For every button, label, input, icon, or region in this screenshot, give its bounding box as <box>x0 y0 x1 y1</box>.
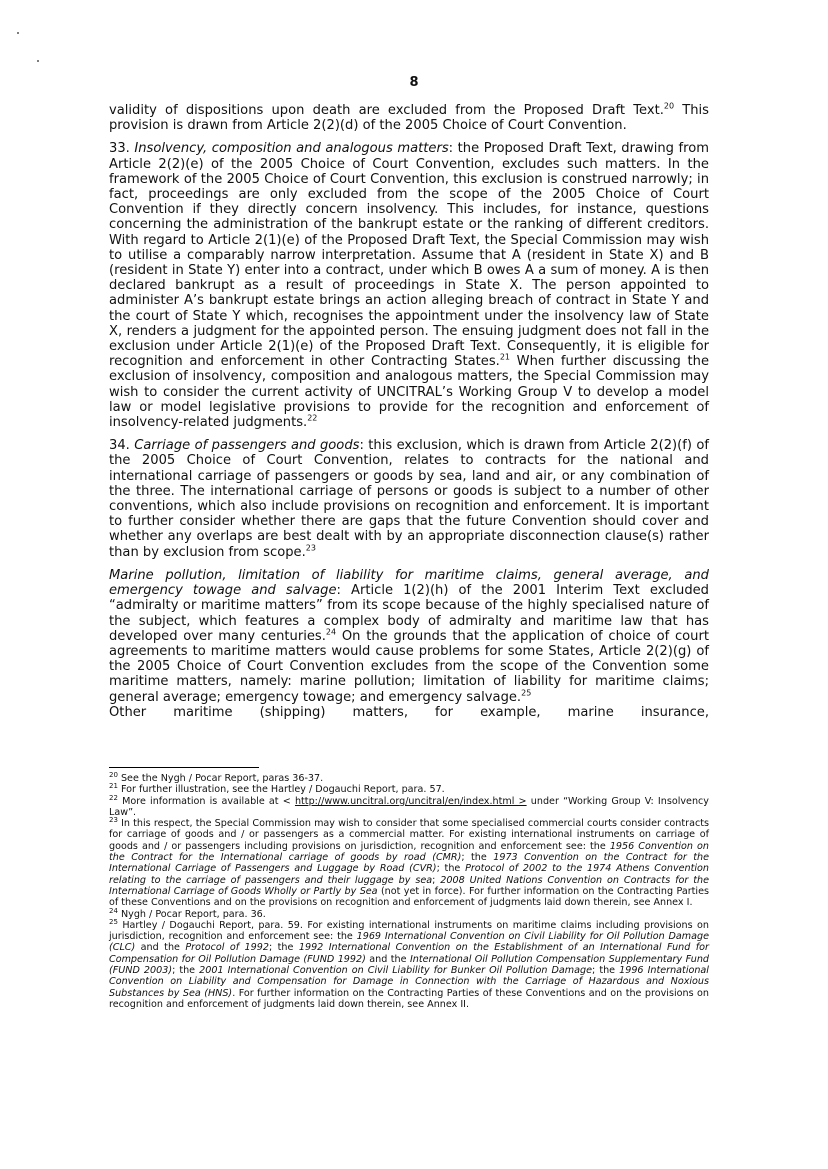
body-text <box>109 103 709 720</box>
footnote-ref: 20 <box>663 101 675 111</box>
footnote-ref: 22 <box>109 793 118 802</box>
scan-speck <box>37 60 39 62</box>
italic-run: 2001 International Convention on Civil Liability for Bunker Oil Pollution Damage <box>199 965 593 977</box>
footnote-20: $^{20}$ See the Nygh / Pocar Report, paras 36-37. <box>109 770 324 784</box>
footnote-ref: 23 <box>305 543 316 553</box>
paragraph-33-insolvency: 33. Insolvency, composition and analogous matters: the Proposed Draft Text, drawing from Article 2(2)(e) of the 2005 Choice of Court Convention, excludes such matters. In the framework of the 2005 Choice of Court Convention, this exclusion is construed narrowly; in fact, proceedings are only excluded from the scope of the 2005 Choice of Court Convention if they directly concern insolvency. This includes, for instance, questions concerning the administration of the bankrupt estate or the ranking of different creditors. With regard to Article 2(1)(e) of the Proposed Draft Text, the Special Commission may wish to utilise a comparably narrow interpretation. Assume that A (resident in State X) and B (resident in State Y) enter into a contract, under which B owes A a sum of money. A is then declared bankrupt as a result of proceedings in State X. The person appointed to administer A’s bankrupt estate brings an action alleging breach of contract in State Y and the court of State Y which, recognises the appointment under the insolvency law of State X, renders a judgment for the appointed person. The ensuing judgment does not fall in the exclusion under Article 2(1)(e) of the Proposed Draft Text. Consequently, it is eligible for recognition and enforcement in other Contracting States.$^{21}$ When further discussing the exclusion of insolvency, composition and analogous matters, the Special Commission may wish to consider the current activity of UNCITRAL’s Working Group V to develop a model law or model legislative provisions to provide for the recognition and enforcement of insolvency-related judgments.$^{22}$ <box>109 141 709 431</box>
scan-speck <box>17 32 19 34</box>
italic-run: Protocol of 2002 to the 1974 Athens Convention relating to the carriage of passengers and their luggage by sea <box>109 863 709 886</box>
italic-run: International Oil Pollution Compensation Supplementary Fund (FUND 2003) <box>109 953 709 977</box>
italic-run: 1973 Convention on the Contract for the International Carriage of Passengers and Luggage by Road (CVR) <box>109 852 709 875</box>
paragraph-marine-pollution-continued: Other maritime (shipping) matters, for example, marine insurance, <box>109 704 709 720</box>
footnote-ref: 23 <box>109 816 118 824</box>
italic-run: Carriage of passengers and goods <box>134 438 360 454</box>
footnote-21: $^{21}$ For further illustration, see the Hartley / Dogauchi Report, para. 57. <box>109 782 445 796</box>
footnote-25: $^{25}$ Hartley / Dogauchi Report, para. 59. For existing international instruments on maritime claims including provisions on jurisdiction, recognition and enforcement see: the 1969 International Convention on Civil Liability for Oil Pollution Damage (CLC) and the Protocol of 1992; the 1992 International Convention on the Establishment of an International Fund for Compensation for Oil Pollution Damage (FUND 1992) and the International Oil Pollution Compensation Supplementary Fund (FUND 2003); the 2001 International Convention on Civil Liability for Bunker Oil Pollution Damage; the 1996 International Convention on Liability and Compensation for Damage in Connection with the Carriage of Hazardous and Noxious Substances by Sea (HNS). For further information on the Contracting Parties of these Conventions and on the provisions on recognition and enforcement of judgments laid down therein, see Annex II. <box>109 917 709 1010</box>
footnote-separator <box>109 767 259 768</box>
paragraph-intro: validity of dispositions upon death are excluded from the Proposed Draft Text.$^{20}$ This provision is drawn from Article 2(2)(d) of the 2005 Choice of Court Convention. <box>109 101 709 134</box>
italic-run: 2008 United Nations Convention on Contracts for the International Carriage of Goods Wholly or Partly by Sea <box>109 874 709 897</box>
footnote-ref: 24 <box>109 906 118 915</box>
footnote-22: $^{22}$ More information is available at < http://www.uncitral.org/uncitral/en/index.html > under “Working Group V: Insolvency Law”. <box>109 793 709 818</box>
italic-run: Protocol of 1992 <box>185 942 269 954</box>
footnotes <box>109 770 709 1010</box>
italic-run: 1996 International Convention on Liability and Compensation for Damage in Connection with the Carriage of Hazardous and Noxious Substances by Sea (HNS) <box>109 965 709 999</box>
footnote-ref: 21 <box>499 352 510 362</box>
paragraph-34-carriage: 34. Carriage of passengers and goods: this exclusion, which is drawn from Article 2(2)(f) of the 2005 Choice of Court Convention, relates to contracts for the national and international carriage of passengers or goods by sea, land and air, or any combination of the three. The international carriage of persons or goods is subject to a number of other conventions, which also include provisions on recognition and enforcement. It is important to further consider whether there are gaps that the future Convention should cover and whether any overlaps are best dealt with by an appropriate disconnection clause(s) rather than by exclusion from scope.$^{23}$ <box>109 438 709 560</box>
italic-run: 1956 Convention on the Contract for the International carriage of goods by road (CMR) <box>109 840 709 864</box>
italic-run: Marine pollution, limitation of liability for maritime claims, general average, and emergency towage and salvage <box>109 567 709 599</box>
footnote-23: $^{23}$ In this respect, the Special Commission may wish to consider that some specialised commercial courts consider contracts for carriage of goods and / or passengers as a commercial matter. For existing international instruments on carriage of goods and / or passengers including provisions on jurisdiction, recognition and enforcement see: the 1956 Convention on the Contract for the International carriage of goods by road (CMR); the 1973 Convention on the Contract for the International Carriage of Passengers and Luggage by Road (CVR); the Protocol of 2002 to the 1974 Athens Convention relating to the carriage of passengers and their luggage by sea; 2008 United Nations Convention on Contracts for the International Carriage of Goods Wholly or Partly by Sea (not yet in force). For further information on the Contracting Parties of these Conventions and on the provisions on recognition and enforcement of judgments laid down therein, see Annex I. <box>109 816 709 909</box>
url-link[interactable]: http://www.uncitral.org/uncitral/en/index.html > <box>294 795 527 807</box>
paragraph-marine-pollution: Marine pollution, limitation of liability for maritime claims, general average, and emergency towage and salvage: Article 1(2)(h) of the 2001 Interim Text excluded “admiralty or maritime matters” from its scope because of the highly specialised nature of the subject, which features a complex body of admiralty and maritime law that has developed over many centuries.$^{24}$ On the grounds that the application of choice of court agreements to maritime matters would cause problems for some States, Article 2(2)(g) of the 2005 Choice of Court Convention excludes from the scope of the Convention some maritime matters, namely: marine pollution; limitation of liability for maritime claims; general average; emergency towage; and emergency salvage.$^{25}$ <box>109 567 709 705</box>
footnote-ref: 22 <box>307 413 318 423</box>
footnote-ref: 21 <box>109 782 118 791</box>
italic-run: Insolvency, composition and analogous matters <box>134 141 449 157</box>
footnote-ref: 24 <box>325 627 337 637</box>
footnote-24: $^{24}$ Nygh / Pocar Report, para. 36. <box>109 906 266 920</box>
page-number: 8 <box>409 75 419 90</box>
italic-run: 1969 International Convention on Civil Liability for Oil Pollution Damage (CLC) <box>109 931 709 954</box>
italic-run: 1992 International Convention on the Establishment of an International Fund for Compensation for Oil Pollution Damage (FUND 1992) <box>109 942 709 965</box>
footnote-ref: 25 <box>521 688 532 698</box>
footnote-ref: 25 <box>109 917 118 926</box>
footnote-ref: 20 <box>109 770 118 779</box>
